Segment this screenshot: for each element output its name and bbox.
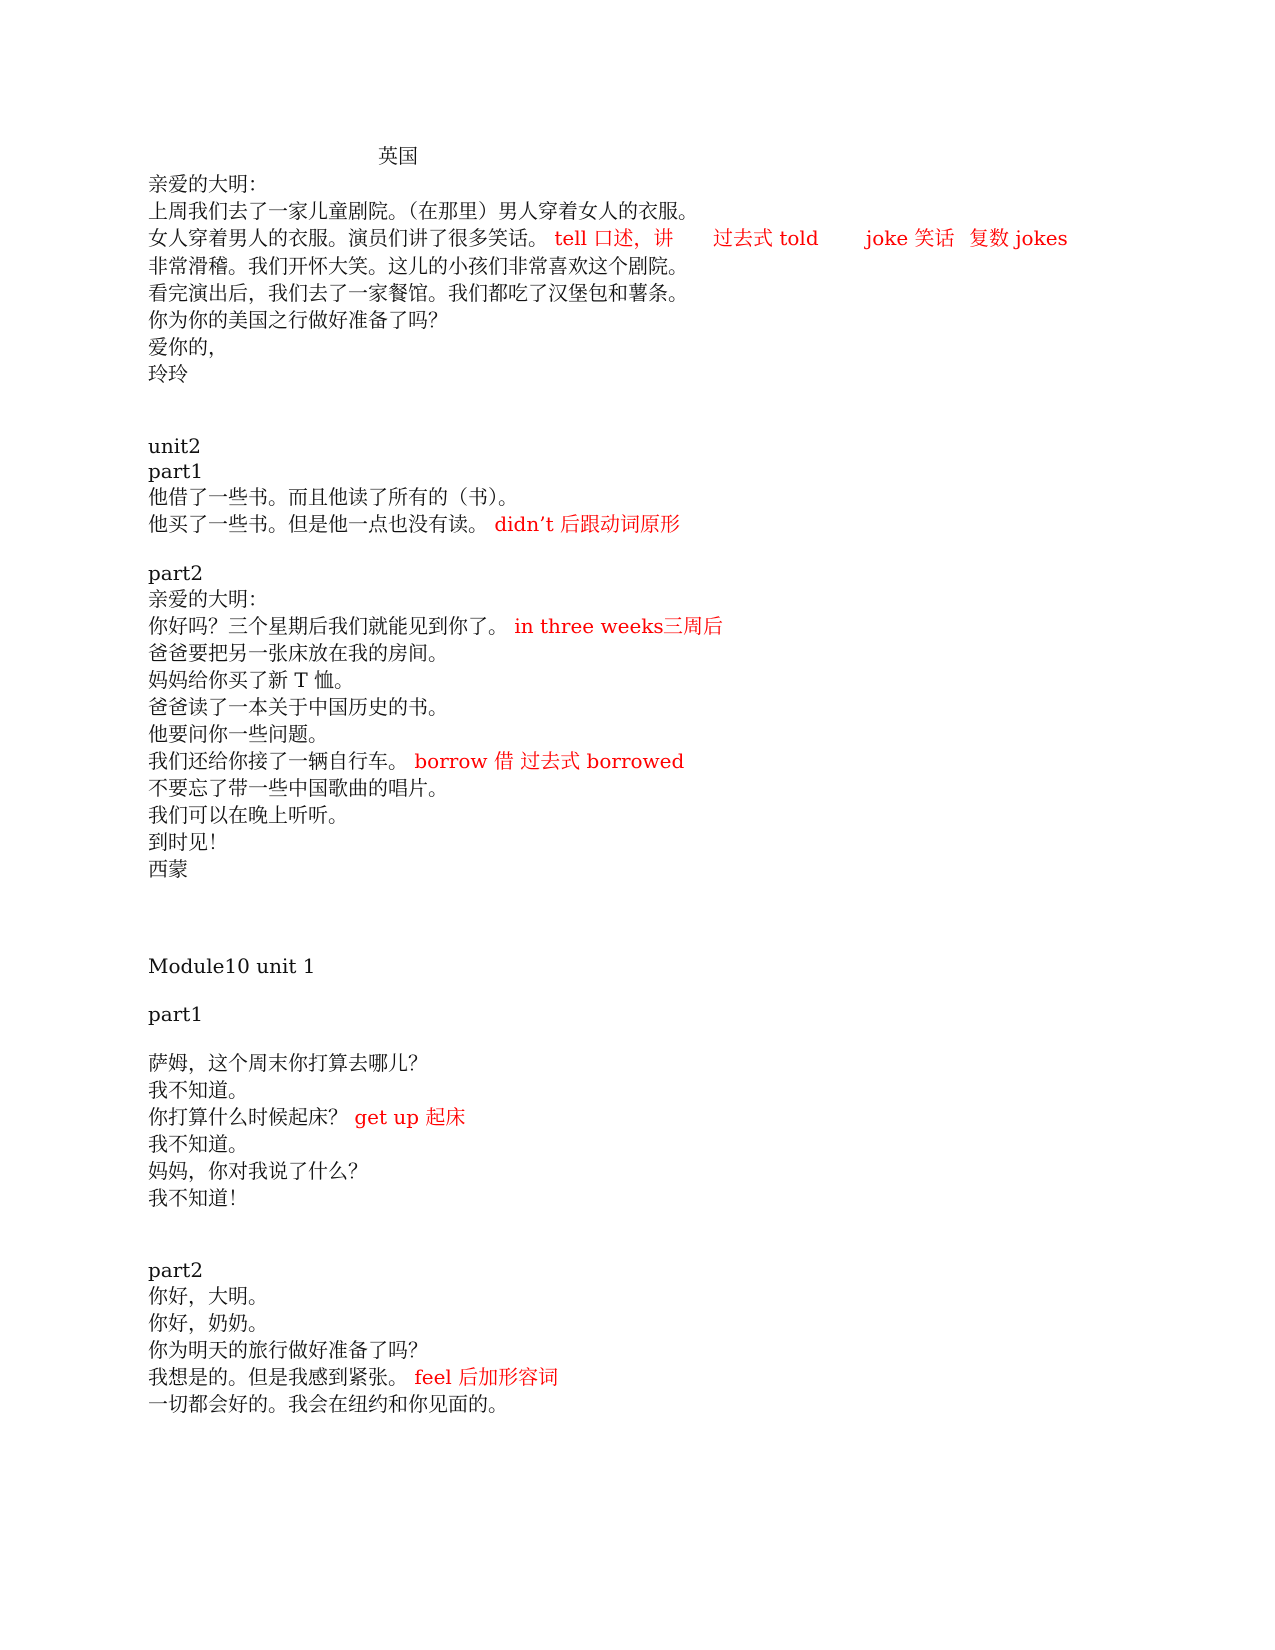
sentence: 萨姆，这个周末你打算去哪儿？ <box>148 1051 428 1075</box>
sentence: 他借了一些书。而且他读了所有的（书）。 <box>148 485 518 509</box>
annotation-tell: tell 口述，讲 <box>554 226 674 250</box>
annotation-get-up: get up 起床 <box>354 1105 466 1129</box>
sentence: 到时见！ <box>148 830 228 854</box>
letter-place: 英国 <box>378 144 418 168</box>
annotation-feel: feel 后加形容词 <box>414 1365 559 1389</box>
letter-signature: 西蒙 <box>148 857 188 881</box>
sentence: 一切都会好的。我会在纽约和你见面的。 <box>148 1392 508 1416</box>
sentence: 妈妈给你买了新 T 恤。 <box>148 668 355 692</box>
annotation-jokes: 复数 jokes <box>969 226 1068 250</box>
letter-line: 看完演出后，我们去了一家餐馆。我们都吃了汉堡包和薯条。 <box>148 281 688 305</box>
letter-signature: 玲玲 <box>148 362 188 386</box>
annotation-three-weeks-cn: 三周后 <box>663 614 723 638</box>
sentence: 你好，奶奶。 <box>148 1311 268 1335</box>
letter-line-annotated <box>148 225 673 251</box>
annotation-borrow: borrow 借 过去式 borrowed <box>414 749 685 773</box>
sentence: 你为明天的旅行做好准备了吗？ <box>148 1338 428 1362</box>
sentence-annotated <box>148 613 664 639</box>
part-heading: part1 <box>148 1002 204 1026</box>
letter-text: 女人穿着男人的衣服。演员们讲了很多笑话。 <box>148 226 548 250</box>
sentence: 爸爸要把另一张床放在我的房间。 <box>148 641 448 665</box>
sentence-annotated <box>148 1104 465 1130</box>
letter-line: 你为你的美国之行做好准备了吗？ <box>148 308 448 332</box>
letter-line: 非常滑稽。我们开怀大笑。这儿的小孩们非常喜欢这个剧院。 <box>148 254 688 278</box>
sentence: 不要忘了带一些中国歌曲的唱片。 <box>148 776 448 800</box>
sentence-annotated <box>148 511 680 537</box>
part-heading: part1 <box>148 459 204 483</box>
module-heading: Module10 unit 1 <box>148 954 316 978</box>
sentence: 我不知道。 <box>148 1132 248 1156</box>
annotation-told: 过去式 told <box>713 226 819 250</box>
sentence-text: 他买了一些书。但是他一点也没有读。 <box>148 512 488 536</box>
letter-line: 上周我们去了一家儿童剧院。（在那里）男人穿着女人的衣服。 <box>148 199 698 223</box>
sentence: 我们可以在晚上听听。 <box>148 803 348 827</box>
sentence-text: 我想是的。但是我感到紧张。 <box>148 1365 408 1389</box>
sentence: 他要问你一些问题。 <box>148 722 328 746</box>
unit-heading: unit2 <box>148 434 201 458</box>
annotation-didnt: didn’t 后跟动词原形 <box>494 512 680 536</box>
sentence: 妈妈，你对我说了什么？ <box>148 1159 368 1183</box>
annotation-in-three-weeks: in three weeks <box>514 614 664 638</box>
sentence: 我不知道。 <box>148 1078 248 1102</box>
part-heading: part2 <box>148 1258 204 1282</box>
annotation-joke: joke 笑话 <box>866 226 955 250</box>
sentence-annotated <box>148 748 684 774</box>
sentence-text: 你打算什么时候起床？ <box>148 1105 348 1129</box>
part-heading: part2 <box>148 561 204 585</box>
letter-salutation: 亲爱的大明： <box>148 587 268 611</box>
sentence-text: 我们还给你接了一辆自行车。 <box>148 749 408 773</box>
letter-closing: 爱你的， <box>148 335 228 359</box>
sentence: 你好，大明。 <box>148 1284 268 1308</box>
sentence: 爸爸读了一本关于中国历史的书。 <box>148 695 448 719</box>
letter-salutation: 亲爱的大明： <box>148 172 268 196</box>
sentence-text: 你好吗？三个星期后我们就能见到你了。 <box>148 614 508 638</box>
sentence-annotated <box>148 1364 558 1390</box>
sentence: 我不知道！ <box>148 1186 248 1210</box>
